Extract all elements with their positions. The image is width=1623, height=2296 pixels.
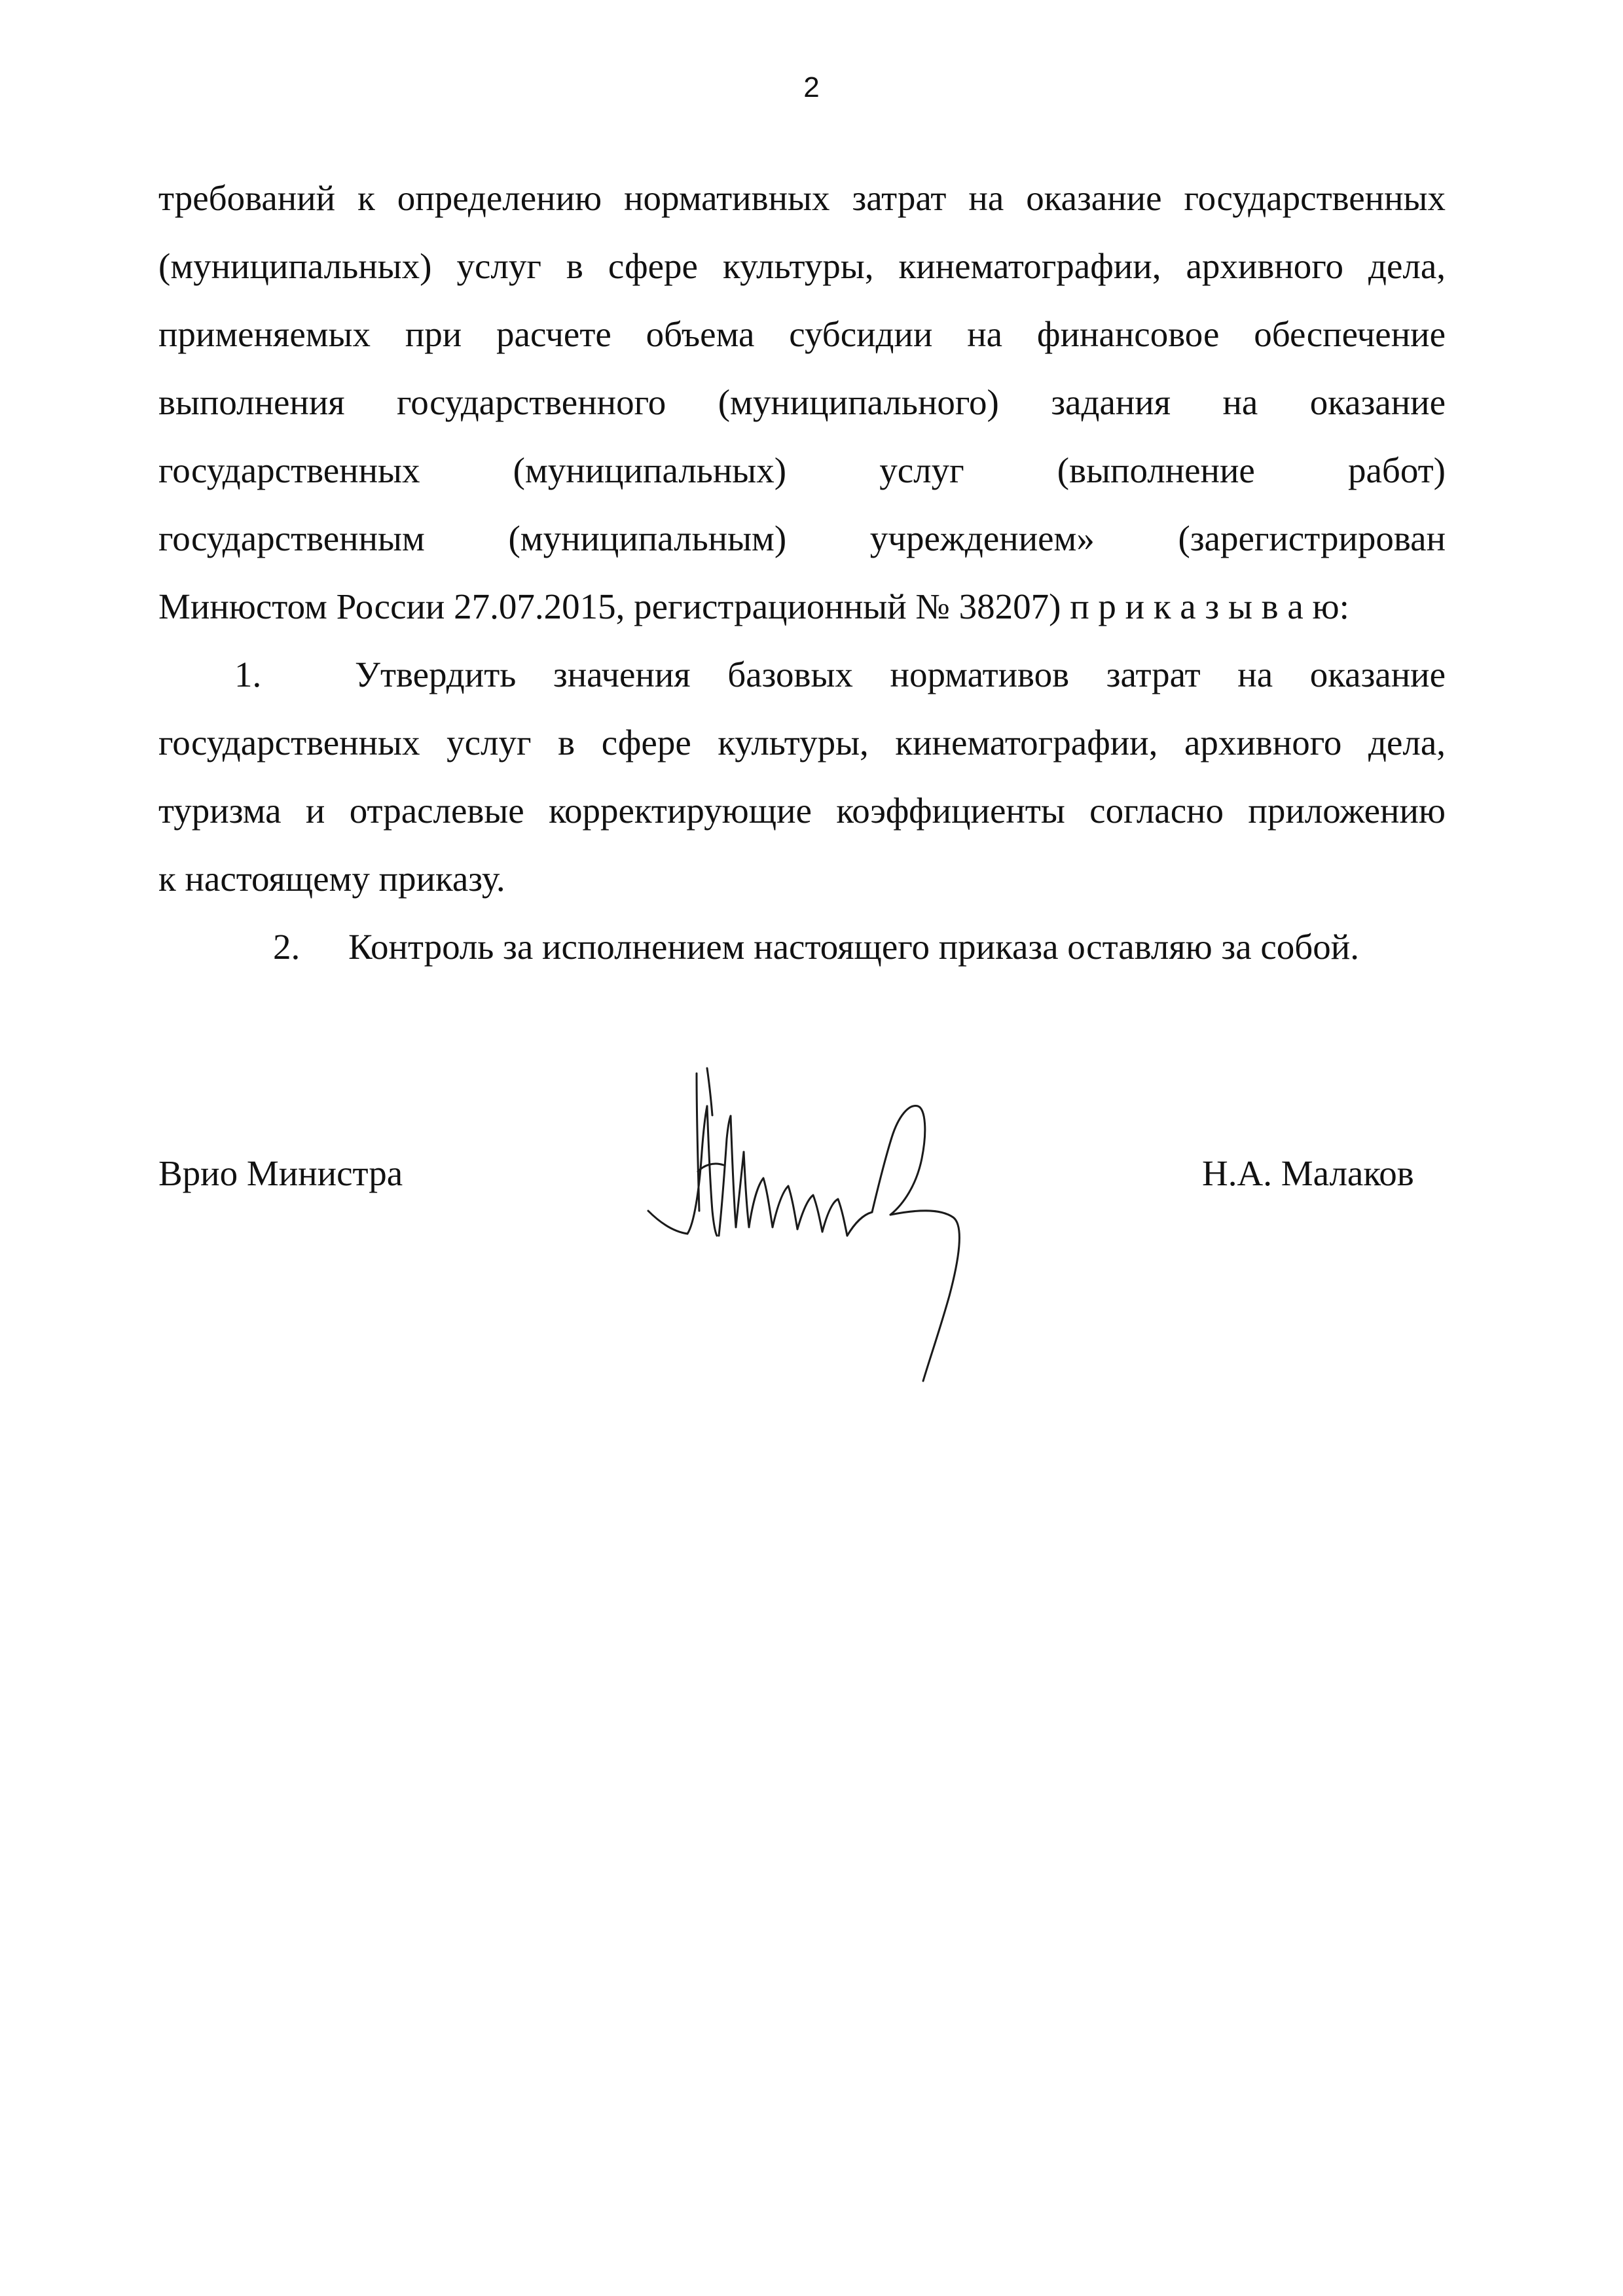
signatory-position: Врио Министра	[158, 1153, 403, 1193]
preamble-line: государственных (муниципальных) услуг (выполнение работ)	[158, 450, 1446, 490]
signatory-name: Н.А. Малаков	[1202, 1153, 1414, 1193]
item-number: 2.	[273, 927, 301, 967]
item-line: государственных услуг в сфере культуры, кинематографии, архивного дела,	[158, 723, 1446, 762]
preamble-line: выполнения государственного (муниципального) задания на оказание	[158, 382, 1446, 422]
document-body	[158, 175, 1446, 967]
preamble-line: применяемых при расчете объема субсидии на финансовое обеспечение	[158, 314, 1446, 354]
preamble-line: (муниципальных) услуг в сфере культуры, кинематографии, архивного дела,	[158, 246, 1446, 286]
item-1	[158, 652, 1446, 927]
item-line: Контроль за исполнением настоящего приказа оставляю за собой.	[348, 927, 1359, 967]
handwritten-signature-icon	[642, 1060, 1048, 1401]
item-line: туризма и отраслевые корректирующие коэффициенты согласно приложению	[158, 791, 1446, 831]
page-number: 2	[803, 71, 820, 103]
item-line: Утвердить значения базовых нормативов затрат на оказание	[355, 655, 1446, 694]
preamble-line: требований к определению нормативных затрат на оказание государственных	[158, 178, 1446, 218]
preamble-line: государственным (муниципальным) учреждением» (зарегистрирован	[158, 518, 1446, 558]
preamble-line-last: Минюстом России 27.07.2015, регистрационный № 38207) п р и к а з ы в а ю:	[158, 586, 1349, 626]
item-2	[158, 924, 1446, 970]
item-number: 1.	[234, 655, 262, 694]
item-line: к настоящему приказу.	[158, 859, 505, 899]
